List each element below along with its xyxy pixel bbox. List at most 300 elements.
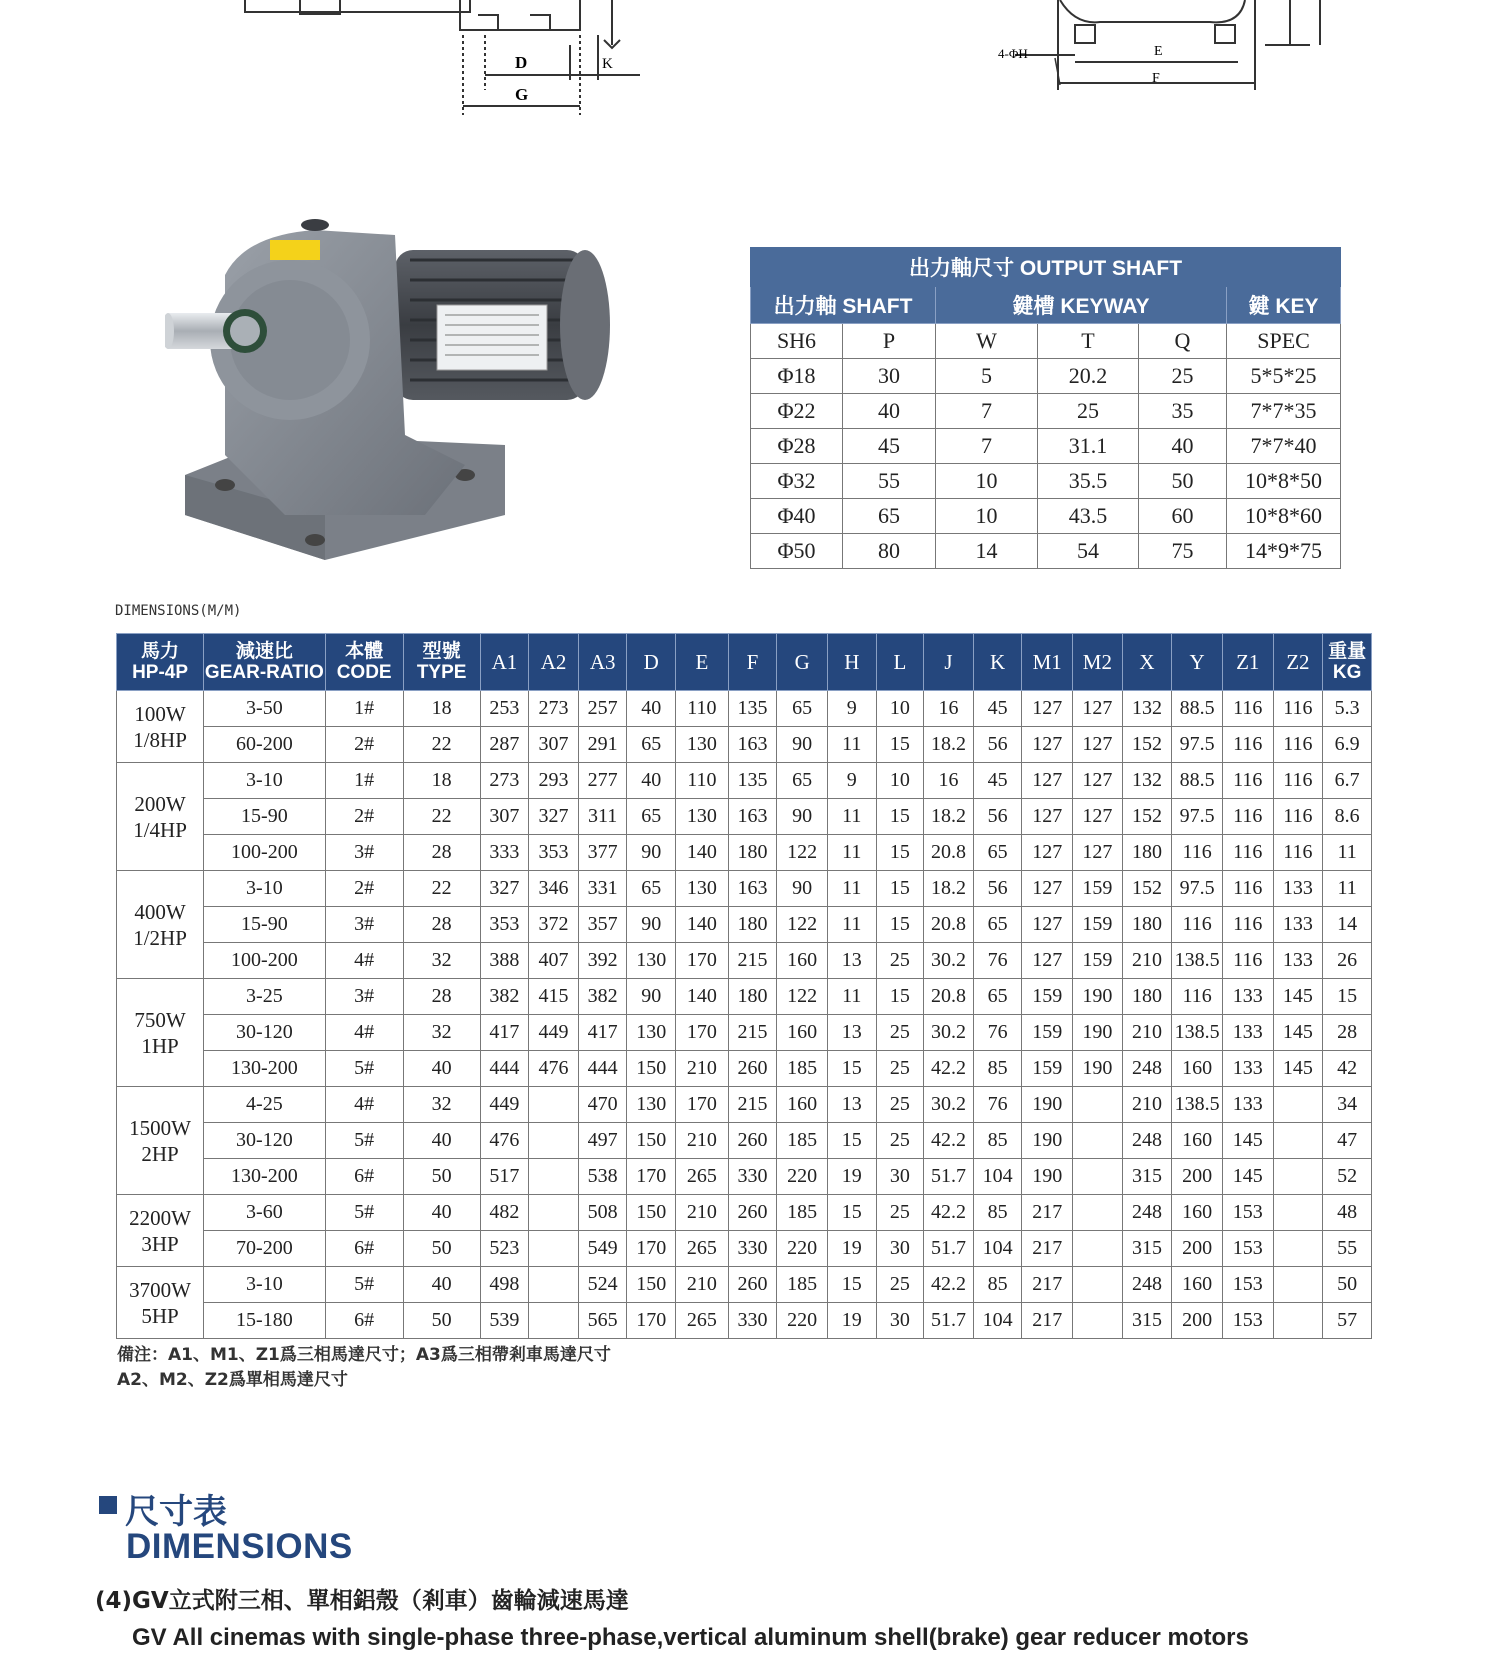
- dims-table-cell: 32: [403, 1087, 480, 1123]
- dims-table-cell: 415: [529, 979, 579, 1015]
- dims-table-cell: 32: [403, 943, 480, 979]
- dims-table-cell: 3-10: [204, 763, 326, 799]
- power-rating-cell: [117, 1195, 204, 1267]
- dims-table-cell: 327: [529, 799, 579, 835]
- power-rating-cell: [117, 691, 204, 763]
- dims-table-cell: 6#: [325, 1159, 403, 1195]
- dims-table-cell: 159: [1022, 1015, 1073, 1051]
- dims-table-cell: 190: [1073, 979, 1123, 1015]
- power-rating-line: 200W: [134, 791, 186, 816]
- dims-table-cell: 307: [480, 799, 529, 835]
- dims-table-cell: 22: [403, 727, 480, 763]
- dims-table-cell: 76: [973, 1015, 1022, 1051]
- dims-table-cell: 333: [480, 835, 529, 871]
- dims-table-cell: 56: [973, 727, 1022, 763]
- dims-table-cell: 127: [1022, 907, 1073, 943]
- dims-table-cell: [1073, 1267, 1123, 1303]
- shaft-table-cell: 10*8*60: [1227, 499, 1341, 534]
- dims-table-cell: 116: [1273, 835, 1323, 871]
- dims-table-cell: 330: [728, 1231, 777, 1267]
- dims-header-cn: 馬力: [141, 641, 180, 662]
- dims-table-cell: 25: [876, 1195, 924, 1231]
- dims-table-cell: 85: [973, 1051, 1022, 1087]
- dims-header-cell: F: [728, 634, 777, 691]
- dims-table-cell: 85: [973, 1267, 1022, 1303]
- shaft-column-header: SH6: [751, 324, 843, 359]
- dims-table-cell: 116: [1222, 835, 1273, 871]
- dims-table-cell: 42.2: [924, 1051, 974, 1087]
- dims-table-cell: 25: [876, 1051, 924, 1087]
- shaft-table-cell: 40: [1139, 429, 1227, 464]
- dims-table-cell: 5#: [325, 1051, 403, 1087]
- dims-table-cell: 353: [529, 835, 579, 871]
- dims-table-cell: 25: [876, 943, 924, 979]
- dims-table-cell: 138.5: [1172, 1015, 1223, 1051]
- dims-table-cell: 185: [777, 1051, 828, 1087]
- dims-table-cell: 15: [827, 1195, 876, 1231]
- shaft-table-row: [751, 499, 1341, 534]
- shaft-table-cell: 75: [1139, 534, 1227, 569]
- dims-table-cell: 15: [876, 871, 924, 907]
- dims-table-cell: 130: [627, 943, 676, 979]
- dims-table-cell: 40: [403, 1123, 480, 1159]
- dims-table-cell: 15: [876, 907, 924, 943]
- dims-table-cell: 377: [578, 835, 627, 871]
- dims-table-cell: 18.2: [924, 871, 974, 907]
- dims-table-cell: 217: [1022, 1303, 1073, 1339]
- power-rating-line: 5HP: [141, 1303, 179, 1328]
- dims-table-cell: 3-50: [204, 691, 326, 727]
- dims-table-cell: 110: [676, 691, 729, 727]
- dims-table-cell: 19: [827, 1303, 876, 1339]
- dims-table-cell: 444: [578, 1051, 627, 1087]
- dims-table-cell: 11: [827, 871, 876, 907]
- dims-table-cell: 353: [480, 907, 529, 943]
- dims-table-cell: 11: [827, 907, 876, 943]
- dims-table-cell: 315: [1122, 1159, 1172, 1195]
- dims-table-cell: 18: [403, 763, 480, 799]
- shaft-table-cell: 25: [1038, 394, 1139, 429]
- shaft-column-header-row: [751, 324, 1341, 359]
- dims-table-cell: 15: [876, 799, 924, 835]
- shaft-table-cell: Φ18: [751, 359, 843, 394]
- dims-table-cell: 28: [403, 835, 480, 871]
- dims-table-cell: 10: [876, 763, 924, 799]
- dims-table-cell: 45: [973, 691, 1022, 727]
- dims-header-weight-line: 重量: [1328, 641, 1367, 662]
- dims-table-cell: 220: [777, 1231, 828, 1267]
- dims-table-cell: [1273, 1123, 1323, 1159]
- shaft-table-cell: 50: [1139, 464, 1227, 499]
- shaft-table-cell: 65: [843, 499, 936, 534]
- dims-table-cell: 449: [529, 1015, 579, 1051]
- dims-table-cell: 40: [403, 1051, 480, 1087]
- dims-header-cell: K: [973, 634, 1022, 691]
- dims-table-cell: 185: [777, 1267, 828, 1303]
- shaft-column-header: W: [936, 324, 1038, 359]
- dims-table-cell: 3-10: [204, 871, 326, 907]
- dims-table-cell: 476: [480, 1123, 529, 1159]
- dims-table-cell: 565: [578, 1303, 627, 1339]
- dims-table-cell: 57: [1323, 1303, 1372, 1339]
- dims-table-cell: 180: [728, 907, 777, 943]
- dims-table-cell: 5#: [325, 1195, 403, 1231]
- gear-motor-illustration: [165, 215, 625, 575]
- dims-table-cell: 30: [876, 1159, 924, 1195]
- dims-table-cell: 135: [728, 691, 777, 727]
- power-rating-line: 1HP: [141, 1033, 179, 1058]
- dims-table-cell: 15-90: [204, 799, 326, 835]
- shaft-table-cell: 43.5: [1038, 499, 1139, 534]
- dims-table-cell: 217: [1022, 1195, 1073, 1231]
- dims-table-cell: 3-60: [204, 1195, 326, 1231]
- dims-table-row: [117, 763, 1372, 799]
- dims-table-cell: 100-200: [204, 943, 326, 979]
- dims-table-cell: 70-200: [204, 1231, 326, 1267]
- dims-table-cell: 127: [1022, 763, 1073, 799]
- shaft-table-cell: 20.2: [1038, 359, 1139, 394]
- dims-table-cell: [1073, 1087, 1123, 1123]
- dims-table-cell: 524: [578, 1267, 627, 1303]
- power-rating-line: 2200W: [129, 1205, 191, 1230]
- dims-table-cell: 116: [1222, 727, 1273, 763]
- dims-table-cell: 265: [676, 1303, 729, 1339]
- dims-header-cell: A1: [480, 634, 529, 691]
- dims-table-cell: 28: [403, 907, 480, 943]
- dims-table-cell: 88.5: [1172, 691, 1223, 727]
- dims-table-cell: 160: [1172, 1195, 1223, 1231]
- dims-table-cell: 372: [529, 907, 579, 943]
- dims-table-cell: 152: [1122, 727, 1172, 763]
- dims-table-cell: 127: [1022, 799, 1073, 835]
- dims-table-cell: 508: [578, 1195, 627, 1231]
- dims-table-cell: 90: [777, 727, 828, 763]
- dims-table-cell: 8.6: [1323, 799, 1372, 835]
- shaft-column-header: Q: [1139, 324, 1227, 359]
- dims-table-cell: 40: [403, 1267, 480, 1303]
- dims-table-cell: 10: [876, 691, 924, 727]
- power-rating-cell: [117, 979, 204, 1087]
- product-description: GV All cinemas with single-phase three-phase,vertical aluminum shell(brake) gear reducer motors: [132, 1624, 1249, 1651]
- dims-table-cell: 138.5: [1172, 943, 1223, 979]
- dims-table-cell: 116: [1222, 907, 1273, 943]
- dims-table-cell: [1073, 1195, 1123, 1231]
- shaft-table-cell: 35: [1139, 394, 1227, 429]
- dims-table-cell: 65: [777, 691, 828, 727]
- dims-table-cell: 97.5: [1172, 727, 1223, 763]
- dims-table-cell: 470: [578, 1087, 627, 1123]
- dims-table-cell: 160: [1172, 1051, 1223, 1087]
- dims-table-cell: 30.2: [924, 1015, 974, 1051]
- key-group-header: 鍵 KEY: [1227, 287, 1341, 324]
- dims-table-cell: 122: [777, 835, 828, 871]
- dims-table-cell: 127: [1073, 763, 1123, 799]
- dims-table-cell: 25: [876, 1123, 924, 1159]
- dimensions-unit-label: DIMENSIONS(M/M): [115, 603, 242, 619]
- dims-table-cell: 159: [1022, 979, 1073, 1015]
- shaft-table-cell: Φ22: [751, 394, 843, 429]
- dims-table-cell: 65: [973, 835, 1022, 871]
- dims-table-cell: 65: [973, 979, 1022, 1015]
- dims-table-cell: 14: [1323, 907, 1372, 943]
- dims-table-cell: 215: [728, 943, 777, 979]
- shaft-table-cell: 55: [843, 464, 936, 499]
- dims-table-cell: 444: [480, 1051, 529, 1087]
- dims-table-cell: 132: [1122, 691, 1172, 727]
- power-rating-line: 1/8HP: [133, 727, 187, 752]
- dims-table-cell: 52: [1323, 1159, 1372, 1195]
- dims-table-cell: [1073, 1303, 1123, 1339]
- dims-table-cell: 26: [1323, 943, 1372, 979]
- dims-table-cell: 145: [1273, 1015, 1323, 1051]
- dims-table-cell: 417: [480, 1015, 529, 1051]
- dims-table-cell: 260: [728, 1267, 777, 1303]
- shaft-table-cell: 7: [936, 429, 1038, 464]
- dims-header-cell: [325, 634, 403, 691]
- drawing-label-f: F: [1152, 71, 1160, 86]
- dims-table-cell: 11: [1323, 835, 1372, 871]
- dims-table-cell: 51.7: [924, 1303, 974, 1339]
- dims-table-row: [117, 907, 1372, 943]
- dims-table-cell: 13: [827, 1015, 876, 1051]
- section-title-english: DIMENSIONS: [126, 1527, 353, 1566]
- dims-table-cell: 130-200: [204, 1051, 326, 1087]
- dims-table-cell: 145: [1222, 1123, 1273, 1159]
- dims-table-cell: 133: [1222, 1015, 1273, 1051]
- shaft-table-cell: 5*5*25: [1227, 359, 1341, 394]
- shaft-table-cell: 7: [936, 394, 1038, 429]
- dims-table-cell: 76: [973, 943, 1022, 979]
- dims-table-cell: [1073, 1159, 1123, 1195]
- dims-table-cell: 16: [924, 763, 974, 799]
- section-title-chinese: 尺寸表: [125, 1492, 227, 1532]
- dims-table-cell: [529, 1231, 579, 1267]
- dims-table-cell: 449: [480, 1087, 529, 1123]
- dims-header-en: TYPE: [416, 662, 467, 683]
- dims-header-cell: G: [777, 634, 828, 691]
- dims-table-cell: 2#: [325, 871, 403, 907]
- technical-drawing: [0, 0, 1500, 130]
- drawing-label-holes: 4-ΦH: [998, 46, 1028, 61]
- dims-table-cell: 6#: [325, 1303, 403, 1339]
- dims-table-cell: 138.5: [1172, 1087, 1223, 1123]
- power-rating-line: 3700W: [129, 1277, 191, 1302]
- dims-table-cell: 116: [1273, 727, 1323, 763]
- dims-table-cell: 265: [676, 1231, 729, 1267]
- dims-table-cell: 153: [1222, 1195, 1273, 1231]
- dims-table-cell: 116: [1273, 763, 1323, 799]
- shaft-table-cell: 10*8*50: [1227, 464, 1341, 499]
- dims-table-cell: 40: [403, 1195, 480, 1231]
- dims-table-cell: 200: [1172, 1303, 1223, 1339]
- dims-table-cell: 150: [627, 1267, 676, 1303]
- dims-table-cell: 13: [827, 943, 876, 979]
- dims-table-cell: [529, 1159, 579, 1195]
- shaft-column-header: SPEC: [1227, 324, 1341, 359]
- dims-table-cell: 130: [676, 727, 729, 763]
- shaft-table-cell: Φ40: [751, 499, 843, 534]
- dims-table-cell: [1273, 1267, 1323, 1303]
- dims-table-cell: 40: [627, 691, 676, 727]
- dims-table-cell: 2#: [325, 727, 403, 763]
- dims-table-cell: 382: [578, 979, 627, 1015]
- dims-table-cell: 90: [777, 871, 828, 907]
- dims-table-cell: 51.7: [924, 1231, 974, 1267]
- dims-table-cell: 160: [1172, 1267, 1223, 1303]
- dims-table-cell: 85: [973, 1195, 1022, 1231]
- dims-table-cell: 291: [578, 727, 627, 763]
- dims-table-cell: 25: [876, 1267, 924, 1303]
- dims-table-cell: 152: [1122, 871, 1172, 907]
- dims-table-cell: [1273, 1195, 1323, 1231]
- dims-table-cell: 517: [480, 1159, 529, 1195]
- dims-table-cell: 15-90: [204, 907, 326, 943]
- dims-table-cell: 248: [1122, 1051, 1172, 1087]
- dims-table-cell: [529, 1267, 579, 1303]
- dims-table-cell: 5.3: [1323, 691, 1372, 727]
- power-rating-line: 2HP: [141, 1141, 179, 1166]
- dims-table-cell: 50: [403, 1231, 480, 1267]
- dims-table-cell: 357: [578, 907, 627, 943]
- dims-table-cell: 330: [728, 1303, 777, 1339]
- dims-table-cell: 127: [1022, 691, 1073, 727]
- dims-table-cell: 97.5: [1172, 871, 1223, 907]
- dims-header-cell: E: [676, 634, 729, 691]
- dims-table-cell: 16: [924, 691, 974, 727]
- dims-table-cell: 277: [578, 763, 627, 799]
- power-rating-cell: [117, 763, 204, 871]
- dims-table-cell: 19: [827, 1159, 876, 1195]
- note-line-2: A2、M2、Z2爲單相馬達尺寸: [117, 1370, 348, 1390]
- dims-table-cell: 85: [973, 1123, 1022, 1159]
- dims-table-cell: 159: [1073, 871, 1123, 907]
- dims-table-cell: 130: [627, 1015, 676, 1051]
- shaft-table-row: [751, 359, 1341, 394]
- dims-table-cell: 42.2: [924, 1123, 974, 1159]
- dims-table-cell: 190: [1022, 1087, 1073, 1123]
- dims-table-cell: 140: [676, 907, 729, 943]
- dims-table-cell: 190: [1022, 1123, 1073, 1159]
- shaft-table-row: [751, 394, 1341, 429]
- dims-table-cell: 18: [403, 691, 480, 727]
- dims-table-cell: 104: [973, 1303, 1022, 1339]
- dims-header-cell: H: [827, 634, 876, 691]
- dims-table-cell: 190: [1022, 1159, 1073, 1195]
- dims-table-cell: 30-120: [204, 1123, 326, 1159]
- dims-table-cell: 273: [529, 691, 579, 727]
- dims-header-cn: 本體: [345, 641, 384, 662]
- dims-header-cell: Z1: [1222, 634, 1273, 691]
- dims-table-cell: 28: [403, 979, 480, 1015]
- shaft-table-cell: 10: [936, 499, 1038, 534]
- dims-table-cell: 116: [1172, 907, 1223, 943]
- dims-table-cell: 25: [876, 1015, 924, 1051]
- dims-table-row: [117, 1303, 1372, 1339]
- dims-table-cell: 20.8: [924, 907, 974, 943]
- dims-table-cell: 210: [676, 1051, 729, 1087]
- dims-table-cell: 42.2: [924, 1195, 974, 1231]
- dims-table-row: [117, 1087, 1372, 1123]
- dims-table-cell: 34: [1323, 1087, 1372, 1123]
- dims-table-row: [117, 943, 1372, 979]
- dims-table-cell: 42.2: [924, 1267, 974, 1303]
- shaft-table-row: [751, 534, 1341, 569]
- dims-table-cell: 170: [627, 1159, 676, 1195]
- dims-table-cell: 200: [1172, 1159, 1223, 1195]
- dims-table-cell: 160: [1172, 1123, 1223, 1159]
- dims-table-cell: 28: [1323, 1015, 1372, 1051]
- dims-header-cell: J: [924, 634, 974, 691]
- dims-table-row: [117, 979, 1372, 1015]
- dims-table-cell: 153: [1222, 1231, 1273, 1267]
- power-rating-cell: [117, 1267, 204, 1339]
- drawing-label-k: K: [602, 56, 613, 72]
- dims-table-cell: 22: [403, 799, 480, 835]
- dims-table-cell: 498: [480, 1267, 529, 1303]
- dims-table-cell: [1273, 1303, 1323, 1339]
- shaft-table-cell: 30: [843, 359, 936, 394]
- dims-table-cell: 116: [1222, 871, 1273, 907]
- dims-table-cell: 248: [1122, 1267, 1172, 1303]
- dims-table-cell: 30.2: [924, 943, 974, 979]
- drawing-label-g: G: [515, 85, 529, 104]
- dims-table-cell: 145: [1222, 1159, 1273, 1195]
- drawing-label-d: D: [515, 53, 528, 72]
- shaft-table-cell: 40: [843, 394, 936, 429]
- shaft-column-header: P: [843, 324, 936, 359]
- dims-table-cell: 180: [1122, 979, 1172, 1015]
- dims-table-cell: 145: [1273, 979, 1323, 1015]
- dims-table-cell: 15: [876, 727, 924, 763]
- dims-table-cell: 417: [578, 1015, 627, 1051]
- dims-table-cell: 4#: [325, 1015, 403, 1051]
- dims-table-cell: 210: [676, 1123, 729, 1159]
- dims-table-cell: 163: [728, 799, 777, 835]
- dims-table-cell: 110: [676, 763, 729, 799]
- dims-table-cell: 122: [777, 979, 828, 1015]
- dims-table-cell: 170: [627, 1231, 676, 1267]
- dims-table-cell: 100-200: [204, 835, 326, 871]
- dims-table-cell: 130: [676, 799, 729, 835]
- shaft-table-cell: 35.5: [1038, 464, 1139, 499]
- shaft-table-row: [751, 464, 1341, 499]
- dims-table-cell: 163: [728, 727, 777, 763]
- dims-table-cell: 307: [529, 727, 579, 763]
- dims-table-cell: 180: [1122, 835, 1172, 871]
- dims-table-cell: 145: [1273, 1051, 1323, 1087]
- power-rating-line: 100W: [134, 701, 186, 726]
- dims-table-cell: 159: [1022, 1051, 1073, 1087]
- dims-table-cell: 260: [728, 1195, 777, 1231]
- dims-table-cell: 3#: [325, 907, 403, 943]
- dims-table-cell: 260: [728, 1123, 777, 1159]
- dims-table-cell: 116: [1222, 943, 1273, 979]
- dims-table-cell: 1#: [325, 763, 403, 799]
- dims-header-weight-line: KG: [1332, 662, 1362, 683]
- dims-table-cell: 160: [777, 1015, 828, 1051]
- dims-table-cell: 130-200: [204, 1159, 326, 1195]
- dims-table-cell: 116: [1172, 835, 1223, 871]
- shaft-table-cell: 7*7*35: [1227, 394, 1341, 429]
- dims-table-cell: 185: [777, 1195, 828, 1231]
- dims-table-cell: 65: [627, 799, 676, 835]
- dims-table-cell: 3-10: [204, 1267, 326, 1303]
- dims-table-cell: 127: [1022, 727, 1073, 763]
- dims-header-cn: 減速比: [235, 641, 293, 662]
- dims-table-cell: 217: [1022, 1231, 1073, 1267]
- shaft-table-cell: 10: [936, 464, 1038, 499]
- dims-table-cell: 20.8: [924, 835, 974, 871]
